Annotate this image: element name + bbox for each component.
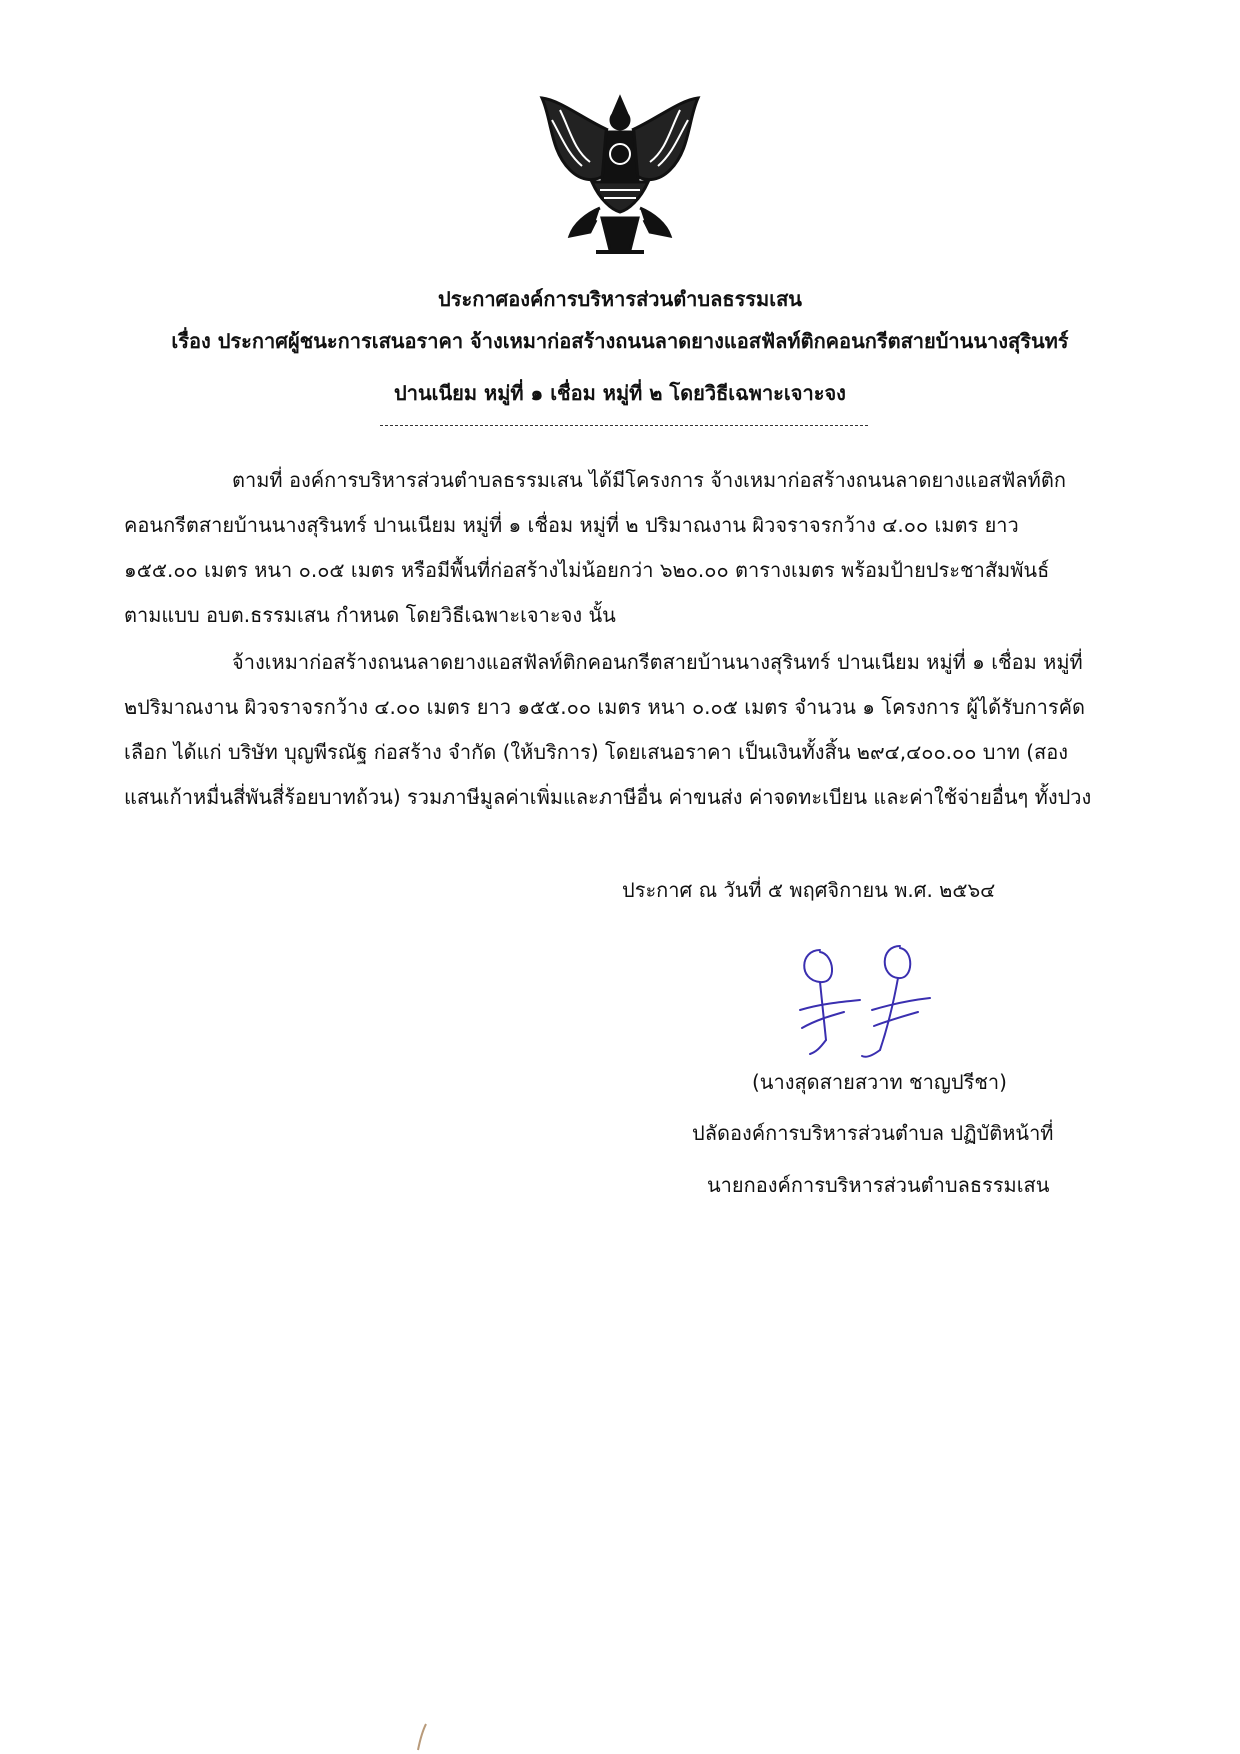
paragraph-2-line: แสนเก้าหมื่นสี่พันสี่ร้อยบาทถ้วน) รวมภาษีมูลค่าเพิ่มและภาษีอื่น ค่าขนส่ง ค่าจดทะเบียน และค่าใช้จ่ายอื่นๆ ทั้งปวง <box>124 785 1092 809</box>
signer-position-line-1: ปลัดองค์การบริหารส่วนตำบล ปฏิบัติหน้าที่ <box>692 1121 1054 1145</box>
garuda-emblem-icon <box>530 90 710 260</box>
handwritten-signature <box>780 940 990 1070</box>
paragraph-1-line: คอนกรีตสายบ้านนางสุรินทร์ ปานเนียม หมู่ที่ ๑ เชื่อม หมู่ที่ ๒ ปริมาณงาน ผิวจราจรกว้าง ๔.๐๐ เมตร ยาว <box>124 513 1019 537</box>
subject-line-1: เรื่อง ประกาศผู้ชนะการเสนอราคา จ้างเหมาก่อสร้างถนนลาดยางแอสฟัลท์ติกคอนกรีตสายบ้านนางสุรินทร์ <box>171 329 1069 353</box>
signer-position-line-2: นายกองค์การบริหารส่วนตำบลธรรมเสน <box>707 1173 1050 1197</box>
paragraph-2-line: จ้างเหมาก่อสร้างถนนลาดยางแอสฟัลท์ติกคอนกรีตสายบ้านนางสุรินทร์ ปานเนียม หมู่ที่ ๑ เชื่อม หมู่ที่ <box>232 650 1083 674</box>
paragraph-1-line: ตามที่ องค์การบริหารส่วนตำบลธรรมเสน ได้มีโครงการ จ้างเหมาก่อสร้างถนนลาดยางแอสฟัลท์ติก <box>232 468 1066 492</box>
scan-artifact-mark <box>412 1722 432 1752</box>
announcement-title: ประกาศองค์การบริหารส่วนตำบลธรรมเสน <box>438 287 802 311</box>
paragraph-1-line: ตามแบบ อบต.ธรรมเสน กำหนด โดยวิธีเฉพาะเจาะจง นั้น <box>124 603 616 627</box>
paragraph-1-line: ๑๕๕.๐๐ เมตร หนา ๐.๐๕ เมตร หรือมีพื้นที่ก่อสร้างไม่น้อยกว่า ๖๒๐.๐๐ ตารางเมตร พร้อมป้ายประชาสัมพันธ์ <box>124 558 1050 582</box>
subject-line-2: ปานเนียม หมู่ที่ ๑ เชื่อม หมู่ที่ ๒ โดยวิธีเฉพาะเจาะจง <box>394 381 846 405</box>
paragraph-2-line: เลือก ได้แก่ บริษัท บุญพีรณัฐ ก่อสร้าง จำกัด (ให้บริการ) โดยเสนอราคา เป็นเงินทั้งสิ้น ๒๙๔,๔๐๐.๐๐ บาท (สอง <box>124 740 1069 764</box>
signer-name: (นางสุดสายสวาท ชาญปรีชา) <box>752 1070 1007 1094</box>
paragraph-2-line: ๒ปริมาณงาน ผิวจราจรกว้าง ๔.๐๐ เมตร ยาว ๑๕๕.๐๐ เมตร หนา ๐.๐๕ เมตร จำนวน ๑ โครงการ ผู้ได้รับการคัด <box>124 695 1085 719</box>
separator-rule <box>380 425 868 426</box>
announcement-date: ประกาศ ณ วันที่ ๕ พฤศจิกายน พ.ศ. ๒๕๖๔ <box>622 878 996 902</box>
